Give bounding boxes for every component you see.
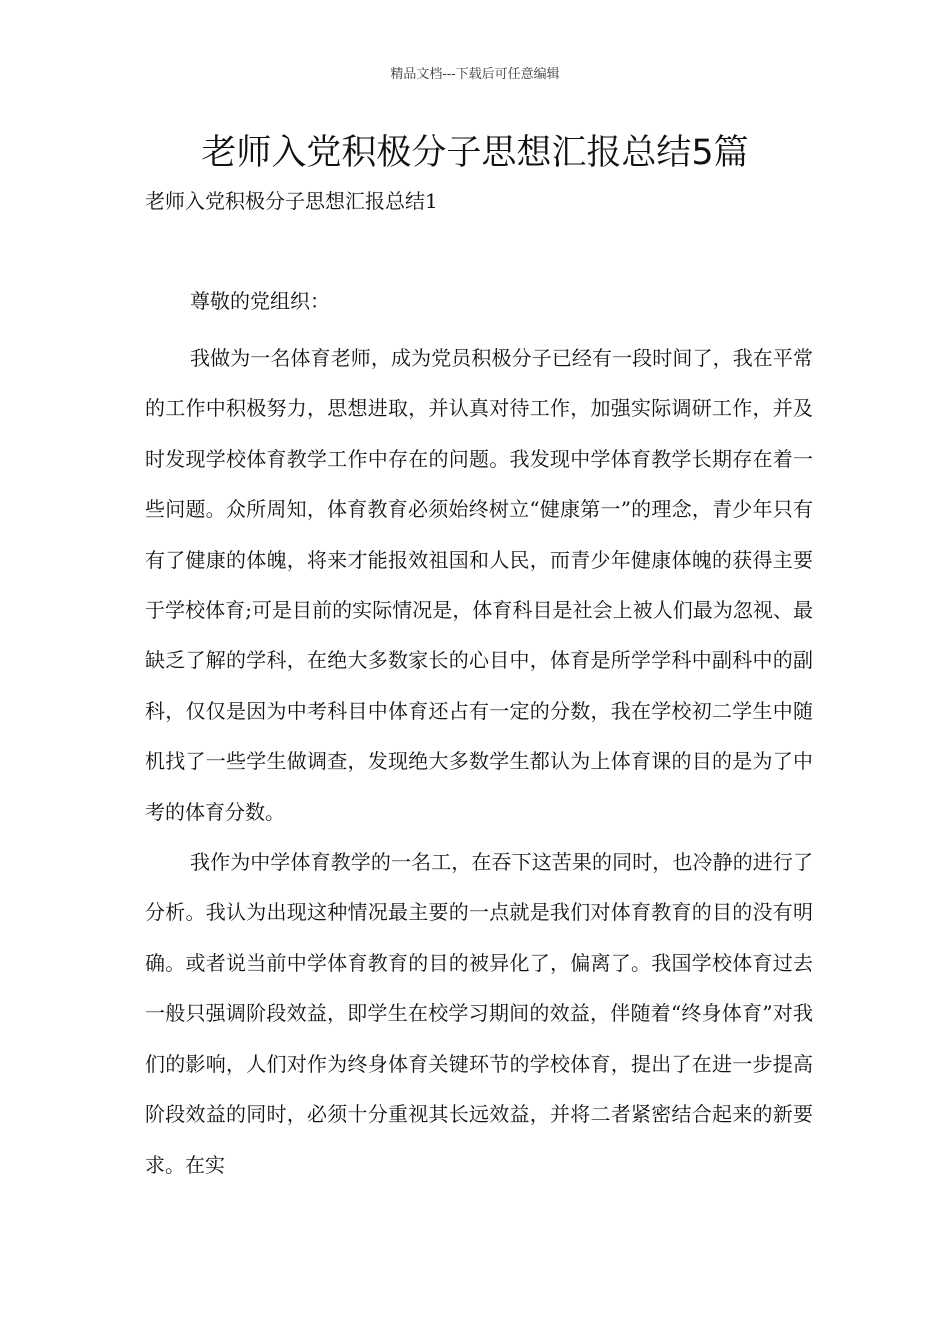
salutation: 尊敬的党组织： — [190, 289, 330, 313]
section-subtitle: 老师入党积极分子思想汇报总结1 — [145, 189, 438, 213]
document-title: 老师入党积极分子思想汇报总结5篇 — [201, 133, 749, 173]
paragraph-2: 我作为中学体育教学的一名工，在吞下这苦果的同时，也冷静的进行了分析。我认为出现这种情况最主要的一点就是我们对体育教育的目的没有明确。或者说当前中学体育教育的目的被异化了，偏离了。我国学校体育过去一般只强调阶段效益，即学生在校学习期间的效益，伴随着“终身体育”对我们的影响，人们对作为终身体育关键环节的学校体育，提出了在进一步提高阶段效益的同时，必须十分重视其长远效益，并将二者紧密结合起来的新要求。在实 — [145, 850, 813, 1177]
document-body — [145, 283, 813, 1190]
header-note: 精品文档---下载后可任意编辑 — [390, 67, 560, 82]
paragraph-1: 我做为一名体育老师，成为党员积极分子已经有一段时间了，我在平常的工作中积极努力，思想进取，并认真对待工作，加强实际调研工作，并及时发现学校体育教学工作中存在的问题。我发现中学体育教学长期存在着一些问题。众所周知，体育教育必须始终树立“健康第一”的理念，青少年只有有了健康的体魄，将来才能报效祖国和人民，而青少年健康体魄的获得主要于学校体育;可是目前的实际情况是，体育科目是社会上被人们最为忽视、最缺乏了解的学科，在绝大多数家长的心目中，体育是所学学科中副科中的副科，仅仅是因为中考科目中体育还占有一定的分数，我在学校初二学生中随机找了一些学生做调查，发现绝大多数学生都认为上体育课的目的是为了中考的体育分数。 — [145, 346, 813, 824]
